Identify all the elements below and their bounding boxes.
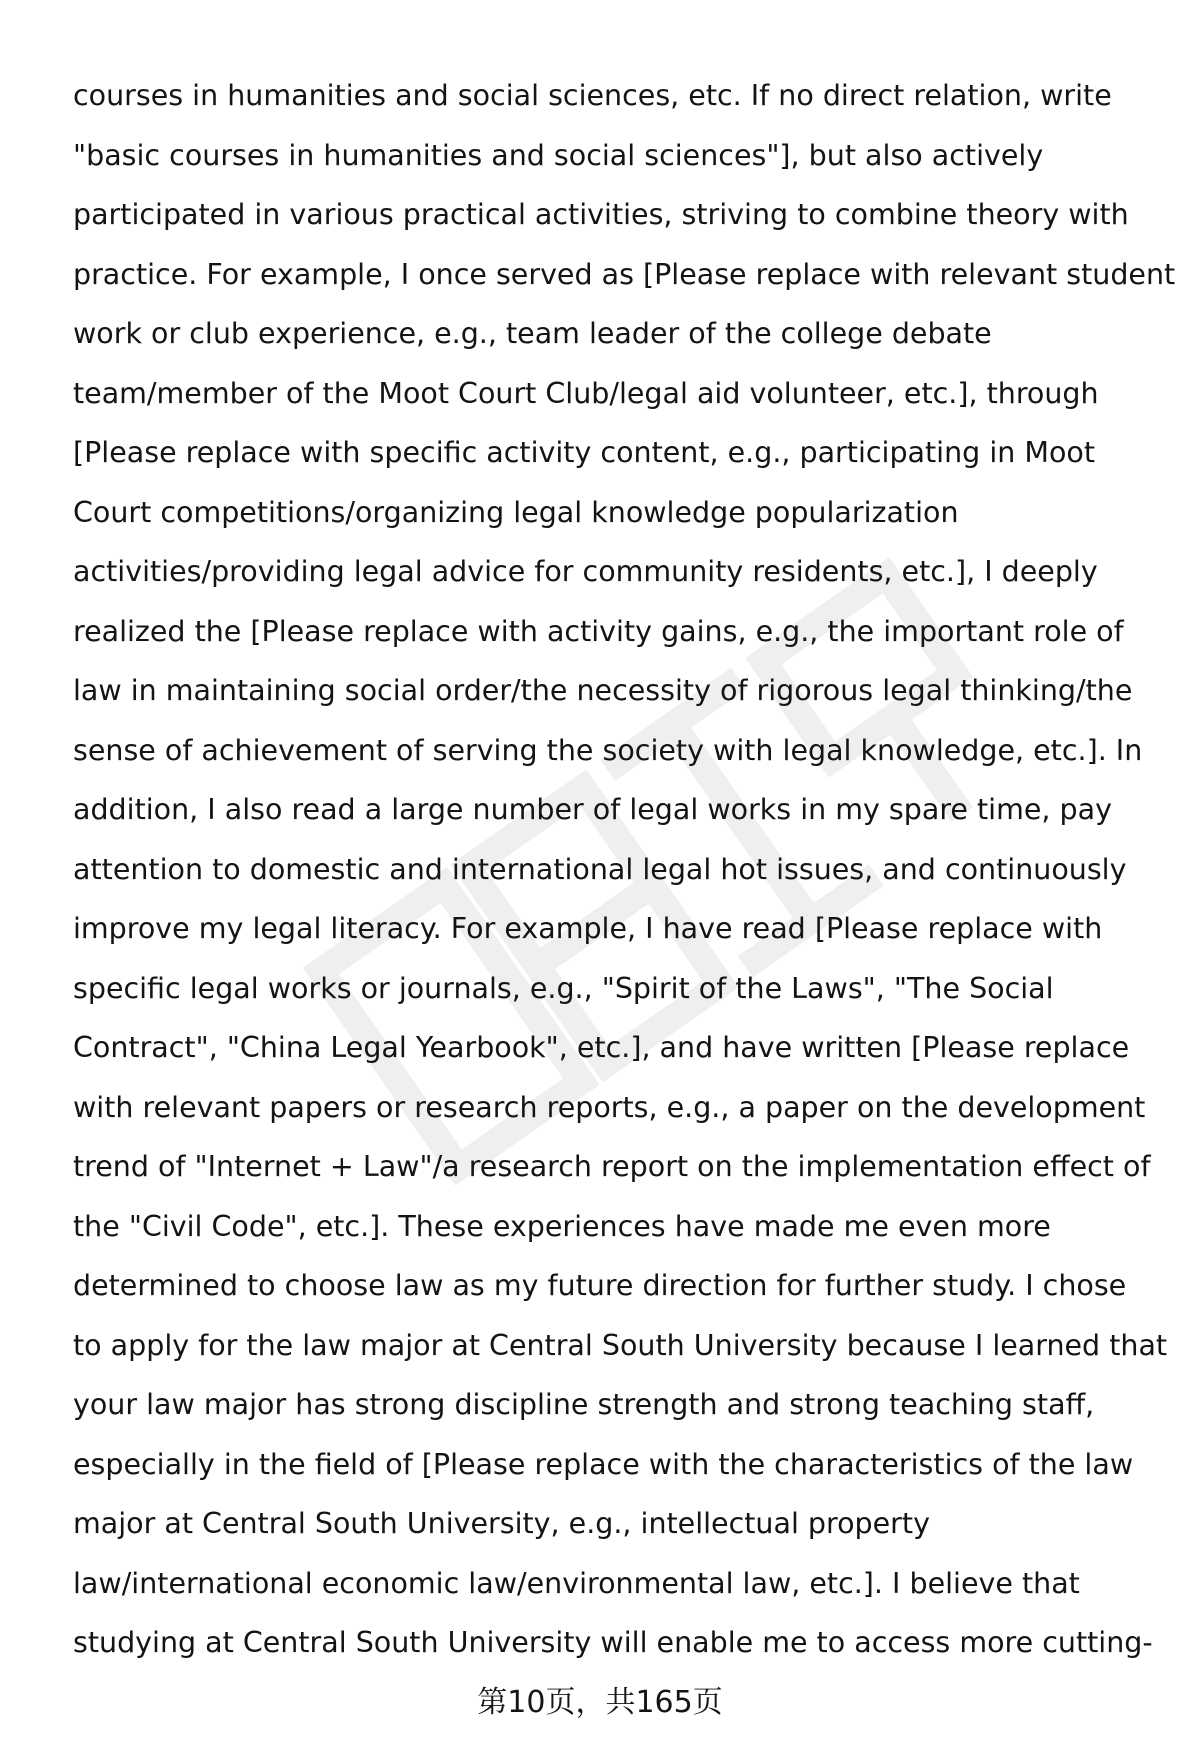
text-line: participated in various practical activities, striving to combine theory with <box>73 198 1129 231</box>
body-text <box>73 66 1176 1673</box>
text-line: Court competitions/organizing legal knowledge popularization <box>73 495 959 529</box>
page-footer: 第10页，共165页 <box>477 1685 723 1720</box>
text-line: activities/providing legal advice for community residents, etc.], I deeply <box>73 555 1098 588</box>
text-line: your law major has strong discipline strength and strong teaching staff, <box>73 1388 1095 1421</box>
text-line: team/member of the Moot Court Club/legal aid volunteer, etc.], through <box>73 376 1099 410</box>
text-line: attention to domestic and international legal hot issues, and continuously <box>73 852 1127 886</box>
text-line: law/international economic law/environmental law, etc.]. I believe that <box>73 1566 1080 1600</box>
text-line: with relevant papers or research reports, e.g., a paper on the development <box>73 1090 1146 1124</box>
text-line: studying at Central South University will enable me to access more cutting- <box>73 1626 1153 1659</box>
text-line: major at Central South University, e.g., intellectual property <box>73 1507 930 1540</box>
text-line: sense of achievement of serving the society with legal knowledge, etc.]. In <box>73 733 1143 767</box>
text-line: improve my legal literacy. For example, I have read [Please replace with <box>73 912 1103 945</box>
text-line: trend of "Internet + Law"/a research report on the implementation effect of <box>73 1150 1151 1183</box>
text-line: the "Civil Code", etc.]. These experiences have made me even more <box>73 1209 1051 1243</box>
text-line: especially in the field of [Please replace with the characteristics of the law <box>73 1447 1134 1481</box>
text-line: realized the [Please replace with activity gains, e.g., the important role of <box>73 614 1124 648</box>
text-line: courses in humanities and social sciences, etc. If no direct relation, write <box>73 79 1112 112</box>
text-line: Contract", "China Legal Yearbook", etc.], and have written [Please replace <box>73 1031 1130 1064</box>
text-line: determined to choose law as my future direction for further study. I chose <box>73 1269 1127 1302</box>
text-line: "basic courses in humanities and social sciences"], but also actively <box>73 138 1044 172</box>
text-line: work or club experience, e.g., team leader of the college debate <box>73 317 992 350</box>
text-line: practice. For example, I once served as [Please replace with relevant student <box>73 257 1176 291</box>
text-line: to apply for the law major at Central South University because I learned that <box>73 1328 1168 1362</box>
text-line: law in maintaining social order/the necessity of rigorous legal thinking/the <box>73 674 1133 707</box>
text-line: addition, I also read a large number of legal works in my spare time, pay <box>73 793 1112 826</box>
text-line: [Please replace with specific activity content, e.g., participating in Moot <box>73 436 1095 469</box>
text-line: specific legal works or journals, e.g., "Spirit of the Laws", "The Social <box>73 971 1054 1005</box>
